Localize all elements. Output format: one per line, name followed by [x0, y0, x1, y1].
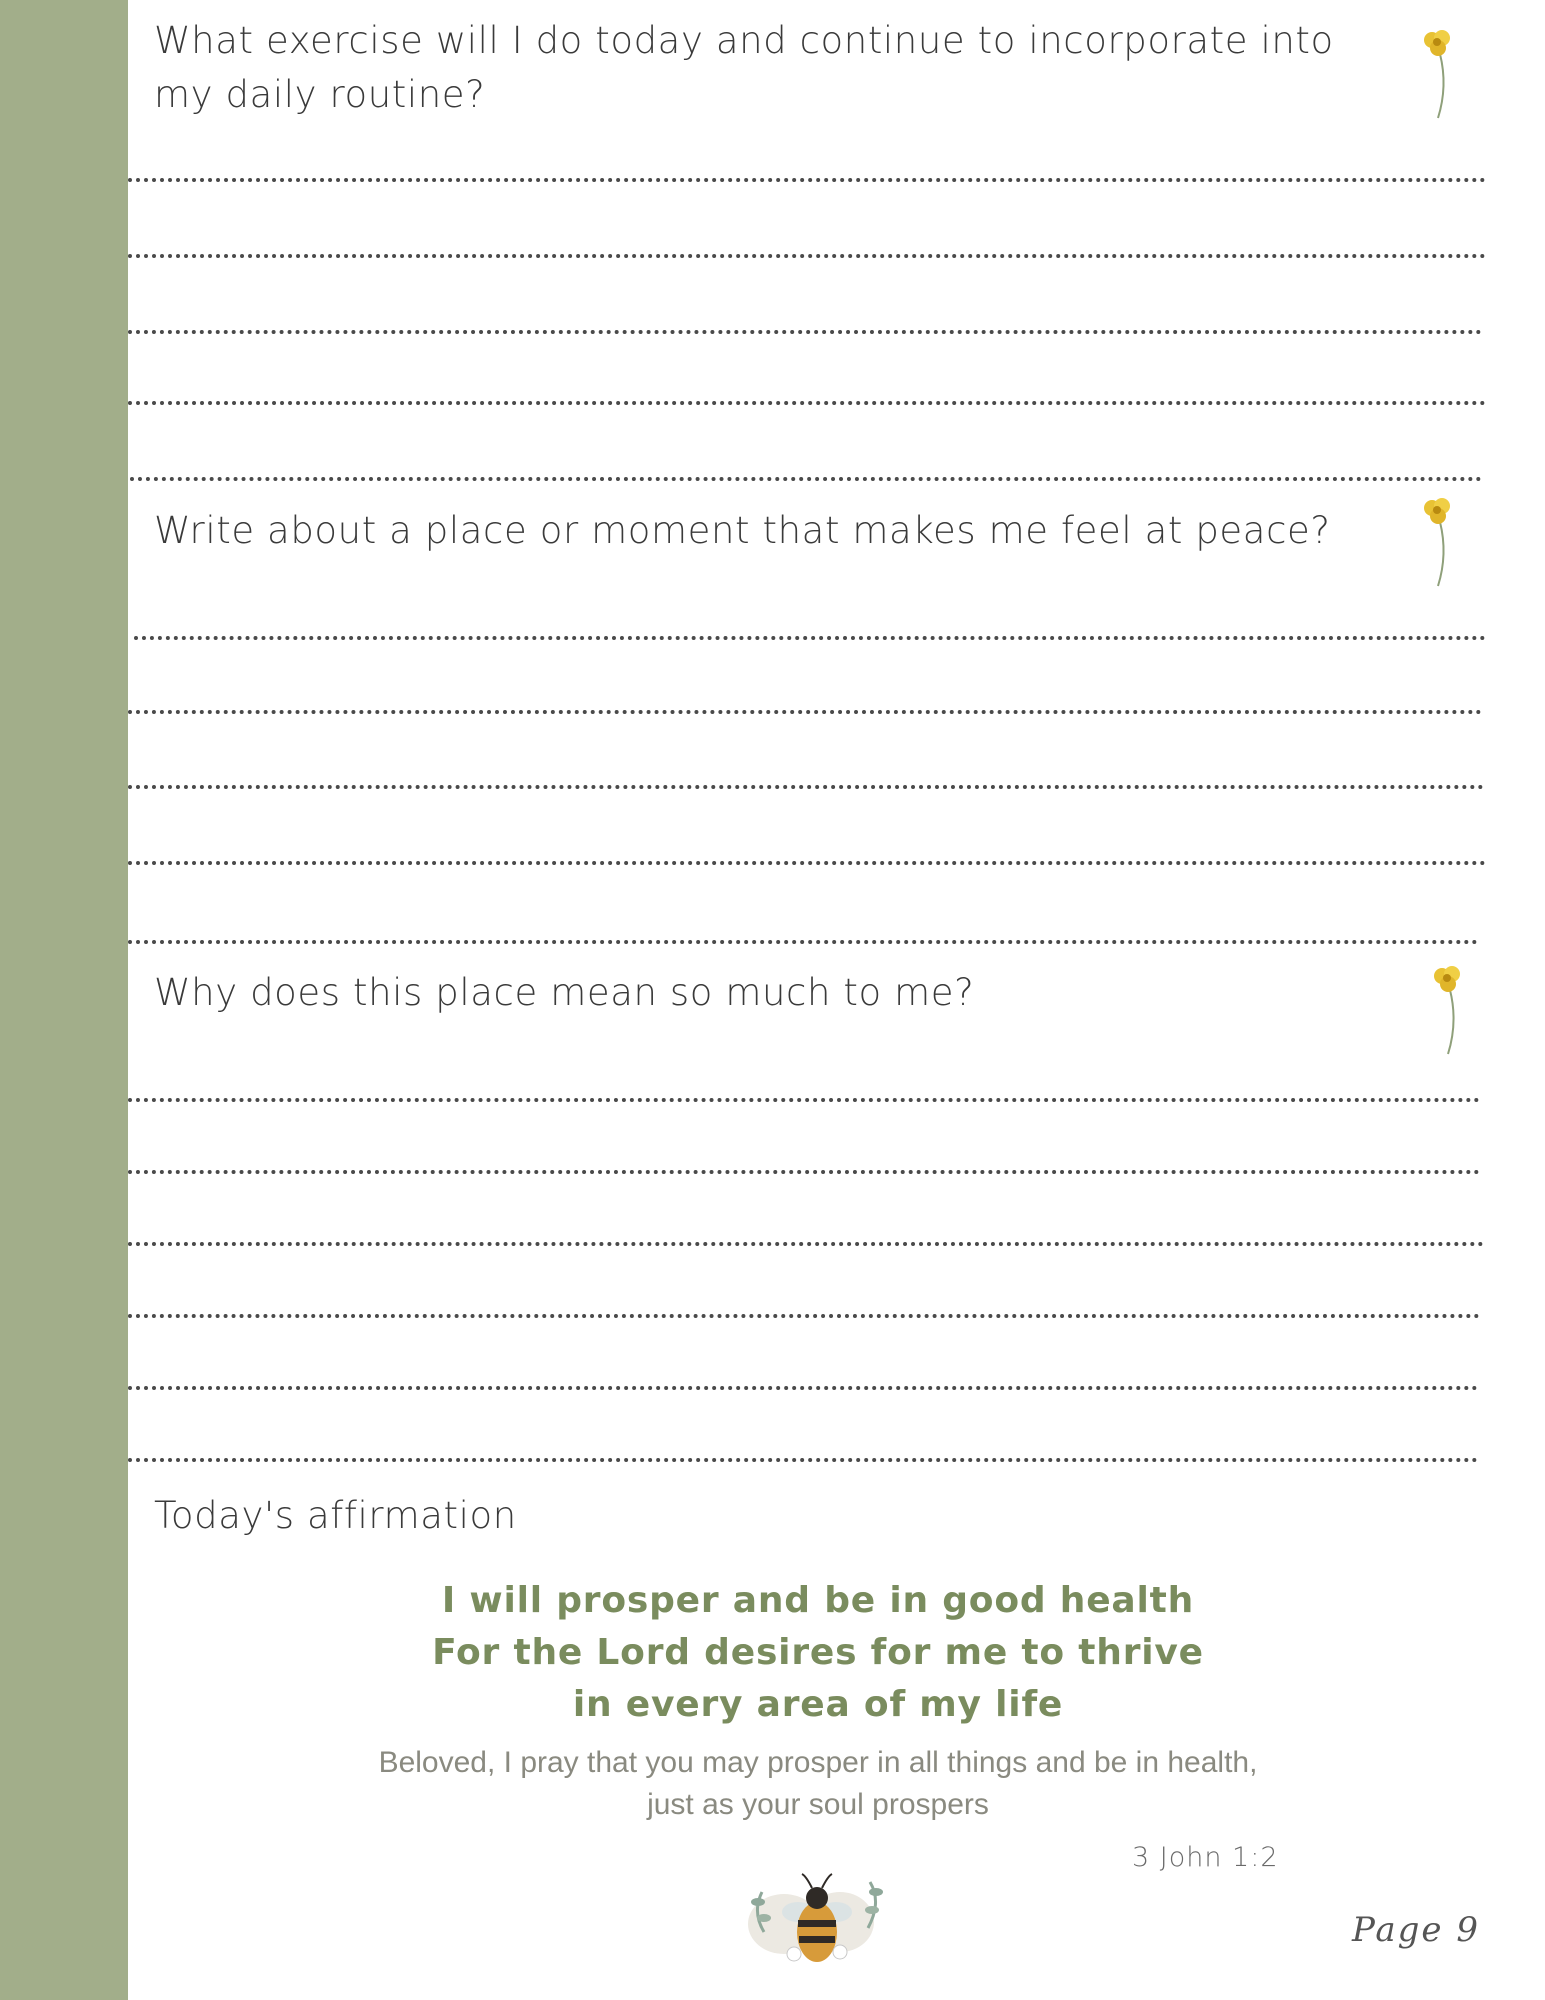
- sidebar-band: [0, 0, 128, 2000]
- affirmation-line-3: in every area of my life: [572, 1684, 1064, 1725]
- writing-line[interactable]: [128, 1098, 1480, 1102]
- writing-line[interactable]: [128, 1386, 1478, 1390]
- writing-line[interactable]: [128, 1242, 1484, 1246]
- question-2: Write about a place or moment that makes me feel at peace?: [154, 509, 1331, 552]
- verse-reference: 3 John 1:2: [1132, 1842, 1279, 1873]
- writing-line[interactable]: [128, 861, 1486, 865]
- affirmation-line-2: For the Lord desires for me to thrive: [432, 1632, 1204, 1673]
- verse-line-2: just as your soul prospers: [647, 1788, 989, 1821]
- writing-line[interactable]: [128, 1458, 1478, 1462]
- flower-icon: [1418, 26, 1458, 126]
- writing-line[interactable]: [128, 785, 1484, 789]
- writing-line[interactable]: [134, 636, 1486, 640]
- flower-icon: [1418, 494, 1458, 594]
- question-1: What exercise will I do today and continue to incorporate into my daily routine?: [154, 19, 1334, 116]
- flower-icon: [1428, 962, 1468, 1062]
- writing-line[interactable]: [128, 401, 1486, 405]
- writing-line[interactable]: [128, 330, 1482, 334]
- page-number: Page 9: [1352, 1910, 1480, 1950]
- writing-line[interactable]: [128, 178, 1486, 182]
- bee-icon: [742, 1862, 892, 1972]
- writing-line[interactable]: [128, 710, 1482, 714]
- verse-line-1: Beloved, I pray that you may prosper in all things and be in health,: [378, 1746, 1258, 1779]
- writing-line[interactable]: [128, 1314, 1480, 1318]
- affirmation-line-1: I will prosper and be in good health: [441, 1580, 1195, 1621]
- writing-line[interactable]: [128, 940, 1478, 944]
- writing-line[interactable]: [128, 1170, 1480, 1174]
- writing-line[interactable]: [128, 254, 1486, 258]
- writing-line[interactable]: [130, 477, 1482, 481]
- question-3: Why does this place mean so much to me?: [154, 971, 975, 1014]
- affirmation-heading: Today's affirmation: [154, 1494, 517, 1537]
